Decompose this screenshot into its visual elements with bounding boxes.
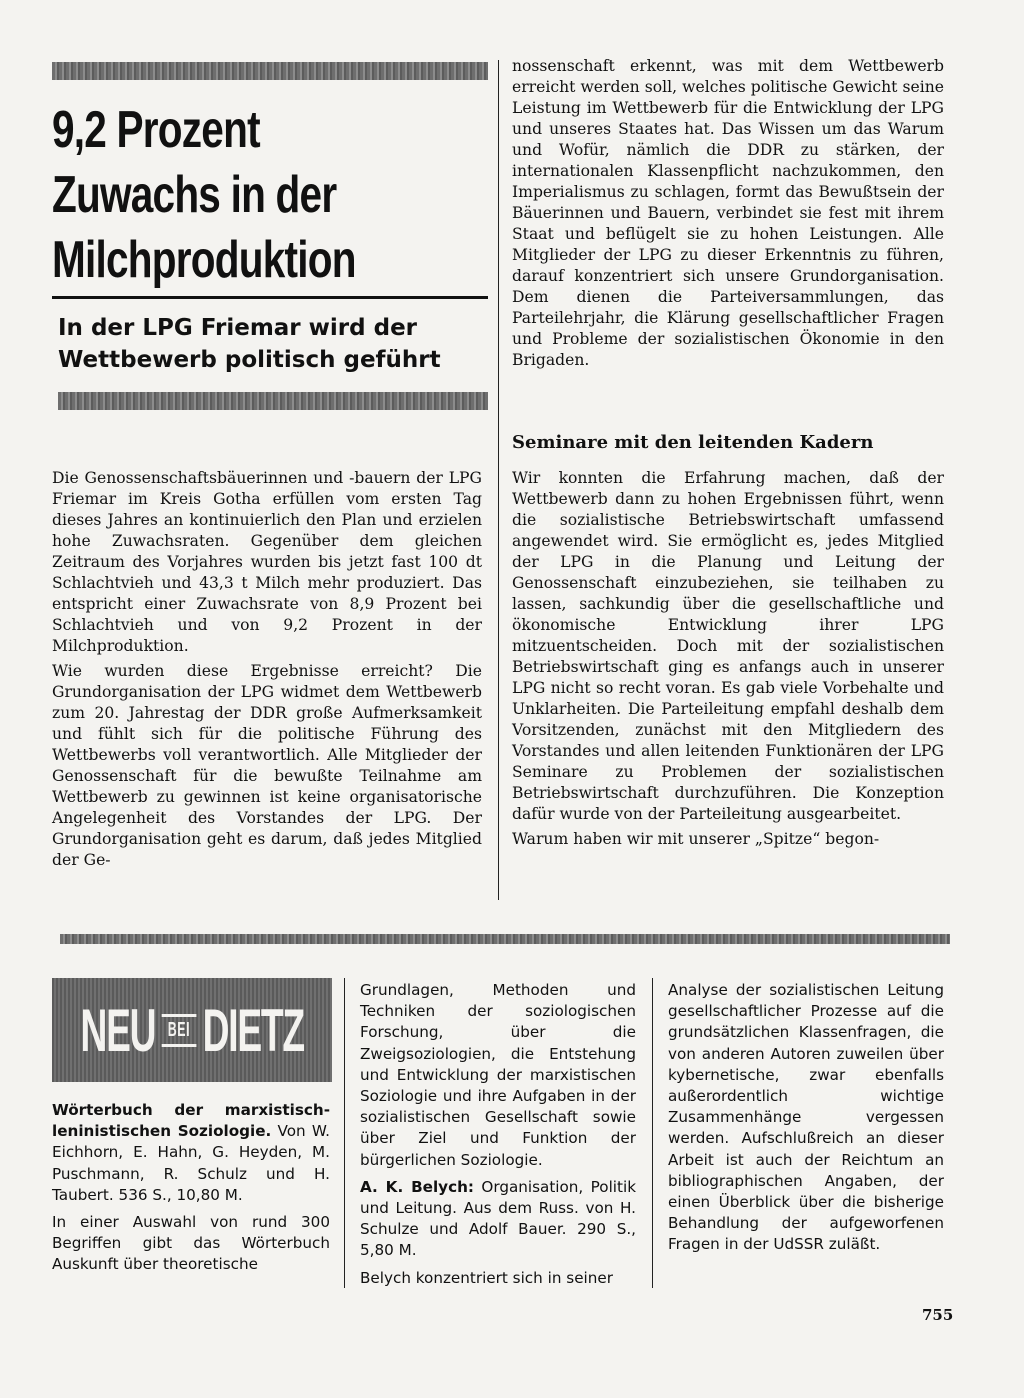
logo-neu: NEU: [80, 996, 156, 1064]
book-description: Grundlagen, Methoden und Techniken der soziologischen Forschung, über die Zweigsoziologien, die Entstehung und Entwicklung der marxistischen Soziologie und ihre Aufgaben in der sozialistischen Gesellschaft sowie über Ziel und Funktion der bürgerlichen Soziologie.: [360, 981, 636, 1169]
subtitle-line-2: Wettbewerb politisch geführt: [58, 347, 441, 373]
title-line-1: 9,2 Prozent: [52, 101, 260, 159]
title-line-2: Zuwachs in der: [52, 166, 337, 224]
header-bar-bottom: [58, 392, 488, 410]
page-number: 755: [922, 1306, 954, 1324]
column-divider: [498, 60, 499, 900]
logo-dietz: DIETZ: [202, 996, 304, 1064]
subtitle-line-1: In der LPG Friemar wird der: [58, 315, 418, 341]
title-line-3: Milchproduktion: [52, 231, 356, 289]
left-column: [52, 468, 482, 875]
book-meta: Von W. Eichhorn, E. Hahn, G. Heyden, M. Puschmann, R. Schulz und H. Taubert. 536 S., 10,80 M.: [52, 1122, 330, 1204]
book-column-right: [668, 980, 944, 1262]
paragraph: Wir konnten die Erfahrung machen, daß der Wettbewerb dann zu hohen Ergebnissen führt, wenn die sozialistische Betriebswirtschaft umfassend angewendet wird. Sie ermöglicht es, jedes Mitglied der LPG in die Planung und Leitung der Genossenschaft einzubeziehen, sie teilhaben zu lassen, sachkundig über die gesellschaftliche und ökonomische Entwicklung ihrer LPG mitzuentscheiden. Doch mit der sozialistischen Betriebswirtschaft ging es anfangs auch in unserer LPG nicht so recht voran. Es gab viele Vorbehalte und Unklarheiten. Die Parteileitung empfahl deshalb dem Vorsitzenden, zunächst mit den Mitgliedern des Vorstandes und allen leitenden Funktionären der LPG Seminare zu Problemen der sozialistischen Betriebswirtschaft durchzuführen. Die Konzeption dafür wurde von der Parteileitung ausgearbeitet.: [512, 469, 944, 823]
right-column-bottom: [512, 468, 944, 854]
article-subtitle: [58, 312, 498, 376]
book-description: Analyse der sozialistischen Leitung gesellschaftlicher Prozesse auf die grundsätzlichen Klassenfragen, die von anderen Autoren zuweilen über kybernetische, zwar ebenfalls außerordentlich wichtige Zusammenhänge vergessen werden. Aufschlußreich an dieser Arbeit ist auch der Reichtum an bibliographischen Angaben, der einen Überblick über die bisherige Behandlung der aufgeworfenen Fragen in der UdSSR zuläßt.: [668, 981, 944, 1254]
section-separator: [60, 934, 950, 944]
book-meta: Organisation, Politik und Leitung. Aus dem Russ. von H. Schulze und Adolf Bauer. 290 S., 5,80 M.: [360, 1177, 636, 1260]
book-column-middle: [360, 980, 636, 1295]
section-heading: Seminare mit den leitenden Kadern: [512, 432, 874, 453]
book-description: Belych konzentriert sich in seiner: [360, 1268, 613, 1287]
book-entry: [360, 1177, 636, 1262]
article-title: [52, 98, 364, 293]
paragraph: Wie wurden diese Ergebnisse erreicht? Die Grundorganisation der LPG widmet dem Wettbewerb zum 20. Jahrestag der DDR große Aufmerksamkeit und fühlt sich für die politische Führung des Wettbewerbs voll verantwortlich. Alle Mitglieder der Genossenschaft für die bewußte Teilnahme am Wettbewerb zu gewinnen ist keine organisatorische Angelegenheit des Vorstandes der LPG. Der Grundorganisation geht es darum, daß jedes Mitglied der Ge-: [52, 662, 482, 869]
paragraph: Warum haben wir mit unserer „Spitze“ begon-: [512, 830, 880, 848]
book-description: In einer Auswahl von rund 300 Begriffen gibt das Wörterbuch Auskunft über theoretische: [52, 1213, 330, 1274]
right-column-top: [512, 56, 944, 375]
book-entry: [52, 1100, 330, 1206]
column-divider: [652, 978, 653, 1288]
logo-bei: BEI: [161, 1014, 196, 1047]
header-bar-top: [52, 62, 488, 80]
book-author: A. K. Belych:: [360, 1177, 474, 1196]
paragraph: nossenschaft erkennt, was mit dem Wettbewerb erreicht werden soll, welches politische Gewicht seine Leistung im Wettbewerb für die Entwicklung der LPG und unseres Staates hat. Das Wissen um das Warum und Wofür, nämlich die DDR zu stärken, der internationalen Klassenpflicht nachzukommen, den Imperialismus zu schlagen, formt das Bewußtsein der Bäuerinnen und Bauern, verbindet sie fest mit ihrem Staat und beflügelt sie zu hohen Leistungen. Alle Mitglieder der LPG zu dieser Erkenntnis zu führen, darauf konzentriert sich unsere Grundorganisation. Dem dienen die Parteiversammlungen, das Parteilehrjahr, die Klärung gesellschaftlicher Fragen und Probleme der sozialistischen Ökonomie in den Brigaden.: [512, 57, 944, 369]
title-rule: [52, 296, 488, 299]
column-divider: [344, 978, 345, 1288]
book-column-left: [52, 1100, 330, 1282]
book-title: Wörterbuch der marxistisch-leninistischen Soziologie.: [52, 1101, 330, 1141]
paragraph: Die Genossenschaftsbäuerinnen und -bauern der LPG Friemar im Kreis Gotha erfüllen vom ersten Tag dieses Jahres an kontinuierlich den Plan und erzielen hohe Zuwachsraten. Gegenüber dem gleichen Zeitraum des Vorjahres wurden bis jetzt fast 100 dt Schlachtvieh und 43,3 t Milch mehr produziert. Das entspricht einer Zuwachsrate von 8,9 Prozent bei Schlachtvieh und von 9,2 Prozent in der Milchproduktion.: [52, 469, 482, 655]
neu-bei-dietz-logo: [52, 978, 332, 1082]
